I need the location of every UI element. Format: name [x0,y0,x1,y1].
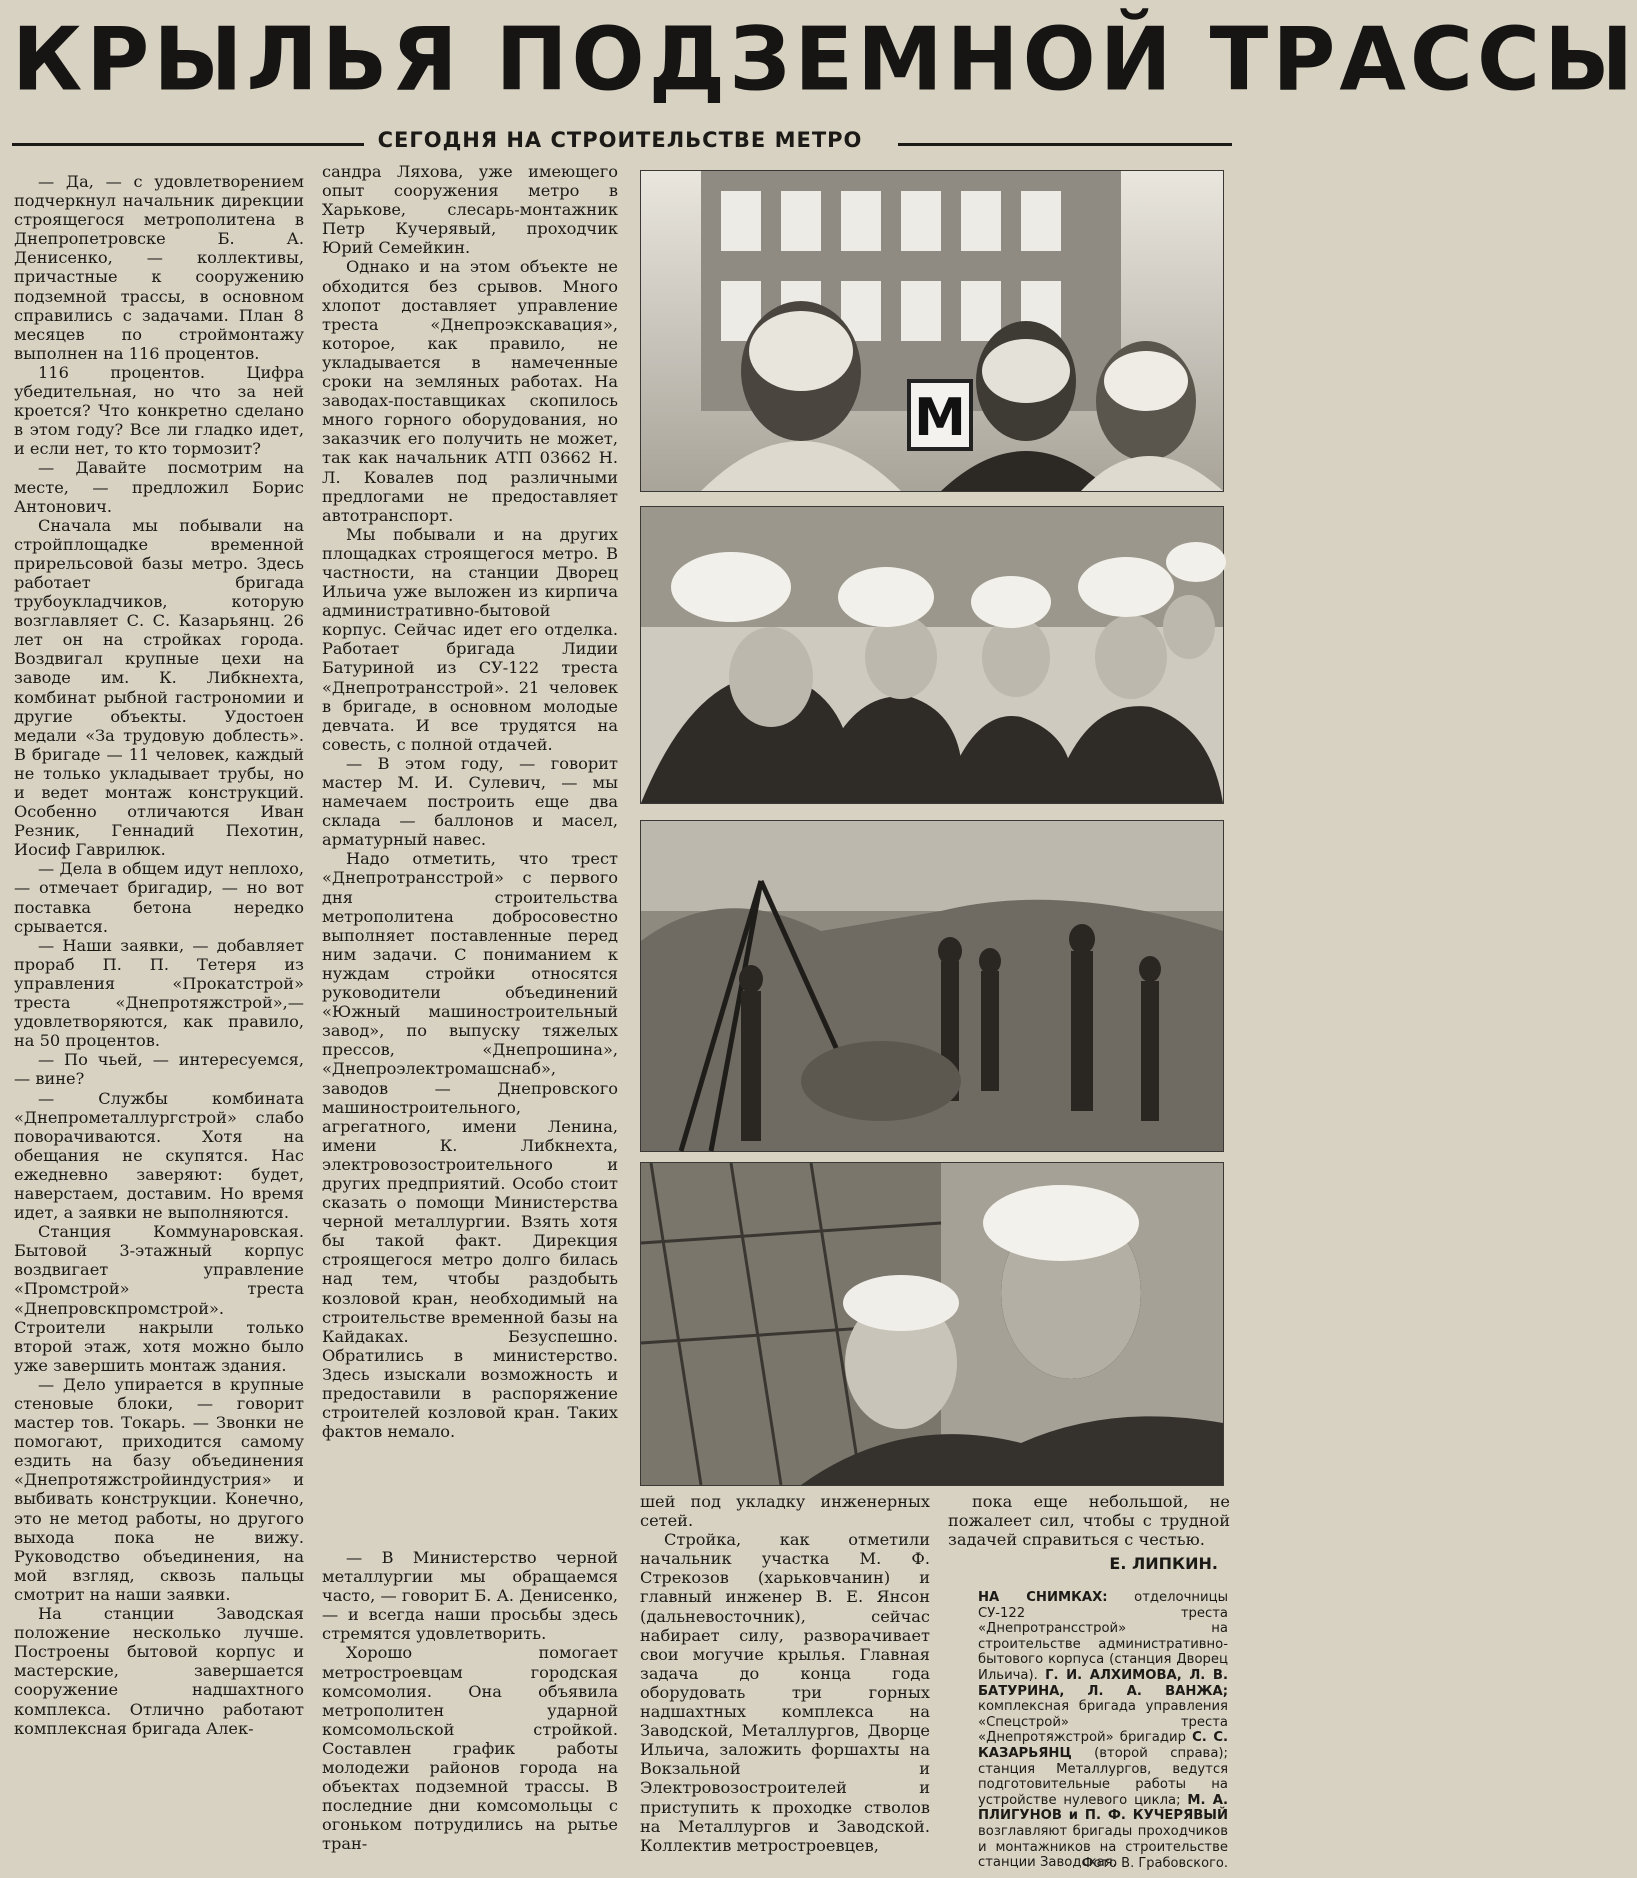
caption-names-3: М. А. ПЛИГУНОВ и П. Ф. КУЧЕРЯВЫЙ [978,1792,1228,1824]
paragraph: шей под укладку инженерных сетей. [640,1492,930,1531]
article-column-2-upper [322,162,618,1520]
photo-brigade [640,506,1224,804]
paragraph: — В этом году, — говорит мастер М. И. Сулевич, — мы намечаем построить еще два склада — баллонов и масел, арматурный навес. [322,753,618,850]
paragraph: — Дело упирается в крупные стеновые блоки, — говорит мастер тов. Токарь. — Звонки не помогают, приходится самому ездить на базу объединения «Днепротяжстройиндустрия» и выбивать конструкции. Конечно, это не метод работы, но другого выхода пока не вижу. Руководство объединения, на мой взгляд, сквозь пальцы смотрит на наши заявки. [14,1374,304,1604]
photo-zavodskaya-foremen [640,1162,1224,1486]
metro-sign: М [914,388,966,448]
subheadline-rule-left [12,143,364,146]
paragraph: Сначала мы побывали на стройплощадке временной прирельсовой базы метро. Здесь работает бригада трубоукладчиков, которую возглавляет С. С. Казарьянц. 26 лет он на стройках города. Воздвигал крупные цехи на заводе им. К. Либкнехта, комбинат рыбной гастрономии и другие объекты. Удостоен медали «За трудовую доблесть». В бригаде — 11 человек, каждый не только укладывает трубы, но и ведет монтаж конструкций. Особенно отличаются Иван Резник, Геннадий Пехотин, Иосиф Гаврилюк. [14,515,304,860]
paragraph: — Да, — с удовлетворением подчеркнул начальник дирекции строящегося метрополитена в Днепропетровске Б. А. Денисенко, — коллективы, причастные к сооружению подземной трассы, в основном справились с задачами. План 8 месяцев по строймонтажу выполнен на 116 процентов. [14,172,304,363]
article-column-1 [14,172,304,1874]
article-column-4 [948,1492,1230,1554]
caption-lead: НА СНИМКАХ: [978,1590,1108,1605]
photo-plasterers [640,170,1224,492]
caption-text-2: комплексная бригада управления «Спецстрой» треста «Днепротяжстрой» бригадир [978,1699,1228,1746]
paragraph: пока еще небольшой, не пожалеет сил, чтобы с трудной задачей справиться с честью. [948,1492,1230,1550]
paragraph: — В Министерство черной металлургии мы обращаемся часто, — говорит Б. А. Денисенко, — и всегда наши просьбы здесь стремятся удовлетворить. [322,1548,618,1644]
paragraph: — По чьей, — интересуемся, — вине? [14,1050,304,1089]
caption-text-4: возглавляют бригады проходчиков и монтажников на строительстве станции Заводская. [978,1823,1228,1871]
article-column-2-lower [322,1548,618,1874]
paragraph: — Давайте посмотрим на месте, — предложил Борис Антонович. [14,458,304,516]
paragraph: 116 процентов. Цифра убедительная, но что за ней кроется? Что конкретно сделано в этом году? Все ли гладко идет, и если нет, то кто тормозит? [14,362,304,459]
photo-metallurgov-station [640,820,1224,1152]
subheadline-rule-right [898,143,1232,146]
article-headline: КРЫЛЬЯ ПОДЗЕМНОЙ ТРАССЫ [12,9,1637,112]
paragraph: Однако и на этом объекте не обходится без срывов. Много хлопот доставляет управление треста «Днепроэкскавация», которое, как правило, не укладывается в намеченные сроки на земляных работах. На заводах-поставщиках скопилось много горного оборудования, но заказчик его получить не может, так как начальник АТП 03662 Н. Л. Ковалев под различными предлогами не предоставляет автотранспорт. [322,257,618,525]
caption-text-3: (второй справа); станция Металлургов, ведутся подготовительные работы на устройстве нулевого цикла; [978,1745,1228,1808]
paragraph: Станция Коммунаровская. Бытовой 3-этажный корпус воздвигает управление «Промстрой» треста «Днепровскпромстрой». Строители накрыли только второй этаж, хотя можно было уже завершить монтаж здания. [14,1222,304,1375]
article-column-3 [640,1492,930,1874]
paragraph: сандра Ляхова, уже имеющего опыт сооружения метро в Харькове, слесарь-монтажник Петр Кучерявый, проходчик Юрий Семейкин. [322,162,618,258]
article-subheadline: СЕГОДНЯ НА СТРОИТЕЛЬСТВЕ МЕТРО [377,128,863,152]
caption-names-1: Г. И. АЛХИМОВА, Л. В. БАТУРИНА, Л. А. ВАНЖА; [978,1667,1228,1699]
paragraph: — Службы комбината «Днепрометаллургстрой» слабо поворачиваются. Хотя на обещания не скупятся. Нас ежедневно заверяют: будет, наверстаем, доставим. Но время идет, а заявки не выполняются. [14,1088,304,1223]
paragraph: Надо отметить, что трест «Днепротрансстрой» с первого дня строительства метрополитена добросовестно выполняет поставленные перед ним задачи. С пониманием к нуждам стройки относятся руководители объединений «Южный машиностроительный завод», по выпуску тяжелых прессов, «Днепрошина», «Днепроэлектромашснаб», заводов — Днепровского машиностроительного, агрегатного, имени Ленина, имени К. Либкнехта, электровозостроительного и других предприятий. Особо стоит сказать о помощи Министерства черной металлургии. Взять хотя бы такой факт. Дирекция строящегося метро долго билась над тем, чтобы раздобыть козловой кран, необходимый на строительстве временной базы на Кайдаках. Безуспешно. Обратились в министерство. Здесь изыскали возможность и предоставили в распоряжение строителей козловой кран. Таких фактов немало. [322,849,618,1442]
photo-credit: Фото В. Грабовского. [1082,1856,1228,1871]
paragraph: Мы побывали и на других площадках строящегося метро. В частности, на станции Дворец Ильича уже выложен из кирпича административно-бытовой корпус. Сейчас идет его отделка. Работает бригада Лидии Батуриной из СУ-122 треста «Днепротрансстрой». 21 человек в бригаде, в основном молодые девчата. И все трудятся на совесть, с полной отдачей. [322,524,618,754]
caption-names-2: С. С. КАЗАРЬЯНЦ [978,1730,1229,1761]
paragraph: Хорошо помогает метростроевцам городская комсомолия. Она объявила метрополитен ударной комсомольской стройкой. Составлен график работы молодежи районов города на объектах подземной трассы. В последние дни комсомольцы с огоньком потрудились на рытье тран- [322,1643,618,1854]
paragraph: — Наши заявки, — добавляет прораб П. П. Тетеря из управления «Прокатстрой» треста «Днепротяжстрой»,— удовлетворяются, как правило, на 50 процентов. [14,935,304,1051]
paragraph: — Дела в общем идут неплохо, — отмечает бригадир, — но вот поставка бетона нередко срывается. [14,859,304,936]
author-signature: Е. ЛИПКИН. [1109,1554,1218,1573]
paragraph: Стройка, как отметили начальник участка М. Ф. Стрекозов (харьковчанин) и главный инженер В. Е. Янсон (дальневосточник), сейчас набирает силу, разворачивает свои могучие крылья. Главная задача до конца года оборудовать три горных надшахтных комплекса на Заводской, Металлургов, Дворце Ильича, заложить форшахты на Вокзальной и Электровозостроителей и приступить к проходке стволов на Металлургов и Заводской. Коллектив метростроевцев, [640,1530,930,1855]
caption-text-1: отделочницы СУ-122 треста «Днепротрансстрой» на строительстве административно-бытового корпуса (станция Дворец Ильича). [978,1590,1228,1683]
paragraph: На станции Заводская положение несколько лучше. Построены бытовой корпус и мастерские, завершается сооружение надшахтного комплекса. Отлично работают комплексная бригада Алек- [14,1604,304,1738]
